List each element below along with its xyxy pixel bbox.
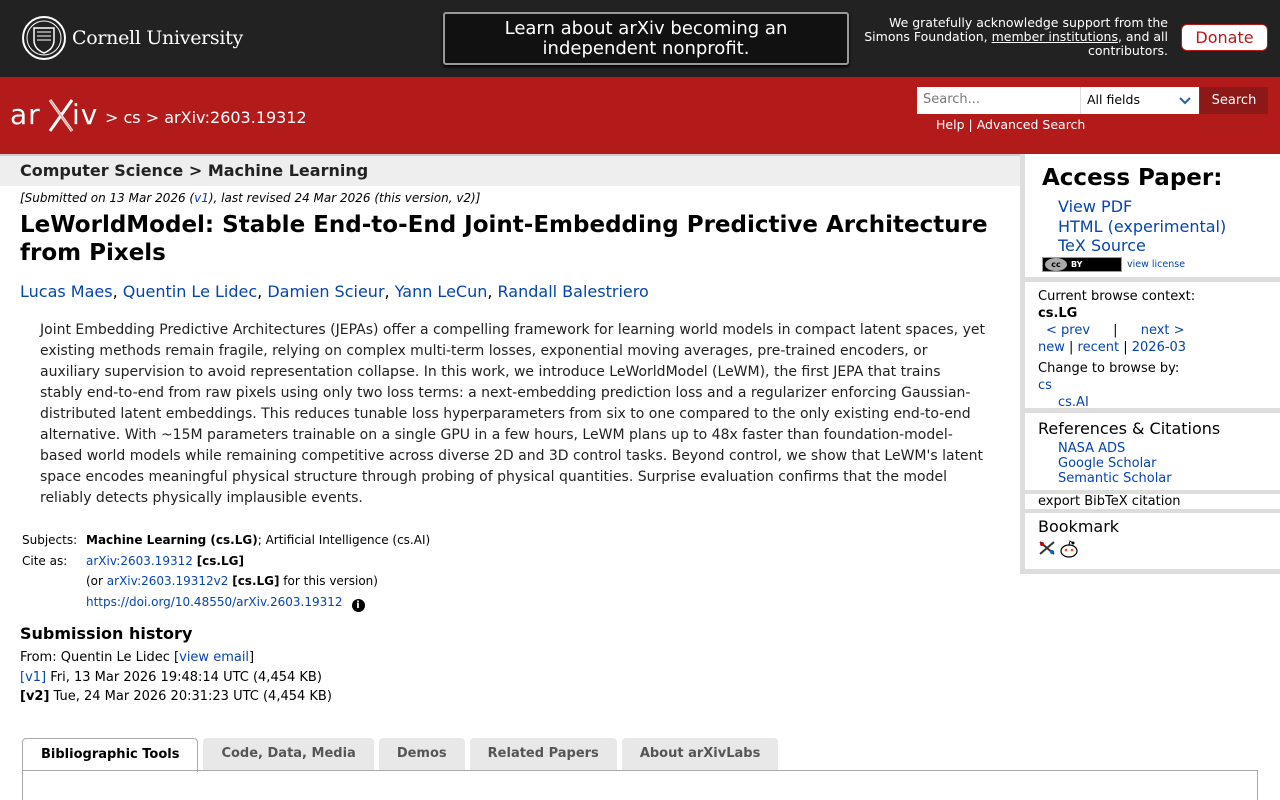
support-text-post: , and all contributors. — [1088, 29, 1168, 58]
recent-link[interactable]: recent — [1077, 340, 1120, 355]
search-button[interactable]: Search — [1200, 87, 1268, 114]
metadata-table — [20, 530, 432, 614]
references-box — [1025, 413, 1280, 490]
tab-related-papers[interactable]: Related Papers — [470, 738, 617, 771]
author-separator: , — [487, 282, 498, 301]
context-label: Current browse context: — [1038, 289, 1196, 304]
tab-about-arxivlabs[interactable]: About arXivLabs — [622, 738, 779, 771]
view-pdf-link[interactable]: View PDF — [1058, 197, 1133, 216]
info-icon[interactable]: i — [352, 599, 365, 612]
svg-text:ar: ar — [10, 98, 41, 131]
breadcrumb — [105, 108, 307, 127]
history-from — [20, 648, 332, 668]
v1-date: Fri, 13 Mar 2026 19:48:14 UTC (4,454 KB) — [46, 669, 322, 685]
help-separator: | — [968, 117, 973, 132]
cc-icon: cc — [1045, 258, 1067, 271]
semantic-scholar-link[interactable]: Semantic Scholar — [1058, 471, 1172, 486]
author-separator: , — [112, 282, 123, 301]
cite-or: (or — [86, 574, 107, 588]
subjects-label: Subjects: — [22, 533, 78, 547]
author-link[interactable]: Yann LeCun — [394, 282, 488, 301]
arxiv-logo-icon[interactable] — [10, 95, 102, 135]
subjects-value — [84, 530, 432, 551]
doi-row — [20, 592, 432, 614]
browse-context-box — [1025, 282, 1280, 408]
primary-subject: Machine Learning (cs.LG) — [86, 533, 258, 547]
tab-bibliographic-tools[interactable]: Bibliographic Tools — [22, 738, 198, 772]
breadcrumb-cs-link[interactable]: cs — [123, 108, 141, 127]
member-institutions-link[interactable]: member institutions — [991, 29, 1118, 44]
support-bar — [0, 0, 1280, 77]
author-separator: , — [384, 282, 395, 301]
doi-link[interactable]: https://doi.org/10.48550/arXiv.2603.19312 — [86, 594, 343, 609]
chevron-down-icon — [1179, 95, 1191, 107]
paper-title: LeWorldModel: Stable End-to-End Joint-Embedding Predictive Architecture from Pixels — [20, 212, 988, 266]
breadcrumb-paper-id: arXiv:2603.19312 — [164, 108, 307, 127]
nav-separator: | — [1113, 323, 1118, 338]
subjects-row — [20, 530, 432, 551]
access-paper-box — [1025, 154, 1280, 277]
bookmark-title: Bookmark — [1038, 517, 1120, 536]
tex-source-link[interactable]: TeX Source — [1058, 236, 1146, 255]
support-text — [858, 16, 1168, 58]
change-browse-label: Change to browse by: — [1038, 361, 1180, 376]
help-link[interactable]: Help — [936, 117, 965, 132]
browse-cs-link[interactable]: cs — [1038, 378, 1052, 393]
bookmark-box — [1025, 513, 1280, 569]
cornell-name: Cornell University — [72, 27, 243, 49]
empty-cell — [20, 592, 84, 614]
history-v2 — [20, 687, 332, 707]
submission-history-title: Submission history — [20, 624, 193, 643]
search-field-value: All fields — [1087, 92, 1140, 107]
breadcrumb-separator: > — [105, 108, 119, 127]
history-from-pre: From: Quentin Le Lidec [ — [20, 650, 180, 665]
dateline-post: ), last revised 24 Mar 2026 (this version, v2)] — [208, 191, 481, 205]
tab-panel — [22, 770, 1258, 800]
nasa-ads-link[interactable]: NASA ADS — [1058, 441, 1126, 456]
html-link[interactable]: HTML (experimental) — [1058, 216, 1227, 236]
author-link[interactable]: Damien Scieur — [267, 282, 385, 301]
author-link[interactable]: Quentin Le Lidec — [122, 282, 258, 301]
access-links — [1058, 197, 1226, 256]
cc-by-license-icon[interactable] — [1042, 257, 1122, 272]
submission-dateline — [20, 191, 480, 205]
next-link[interactable]: next > — [1140, 323, 1185, 338]
dateline-v1-link[interactable]: v1 — [194, 191, 209, 205]
history-v1 — [20, 668, 332, 688]
support-text-pre: We gratefully acknowledge support from the Simons Foundation, — [864, 15, 1168, 44]
cite-category: [cs.LG] — [196, 553, 244, 568]
search-input[interactable]: Search... — [917, 87, 1080, 114]
doi-value — [84, 592, 432, 614]
browse-csai-link[interactable]: cs.AI — [1058, 395, 1089, 410]
access-paper-title: Access Paper: — [1042, 165, 1223, 191]
submission-history — [20, 648, 332, 707]
author-separator: , — [257, 282, 268, 301]
view-email-link[interactable]: view email — [179, 650, 250, 665]
cite-version-row — [20, 571, 432, 592]
nonprofit-banner-button[interactable]: Learn about arXiv becoming an independent nonprofit. — [443, 12, 849, 65]
history-from-post: ] — [249, 650, 255, 665]
svg-text:iv: iv — [72, 98, 99, 131]
empty-cell — [20, 571, 84, 592]
secondary-subjects: ; Artificial Intelligence (cs.AI) — [257, 533, 431, 547]
abstract: Joint Embedding Predictive Architectures (JEPAs) offer a compelling framework for learning world models in compact latent spaces, yet existing methods remain fragile, relying on complex multi-term losses, exponential moving averages, pre-trained encoders, or auxiliary supervision to avoid representation collapse. In this work, we introduce LeWorldModel (LeWM), the first JEPA that trains stably end-to-end from raw pixels using only two loss terms: a next-embedding prediction loss and a regularizer enforcing Gaussian-distributed latent embeddings. This reduces tunable loss hyperparameters from six to one compared to the only existing end-to-end alternative. With ~15M parameters trainable on a single GPU in a few hours, LeWM plans up to 48x faster than foundation-model-based world models while remaining competitive across diverse 2D and 3D control tasks. Beyond control, we show that LeWM's latent space encodes meaningful physical structure through probing of physical quantities. Surprise evaluation confirms that the model reliably detects physically implausible events. — [40, 322, 985, 506]
subject-header: Computer Science > Machine Learning — [0, 154, 1020, 186]
export-bibtex-link[interactable]: export BibTeX citation — [1025, 494, 1280, 509]
author-list — [20, 282, 649, 301]
v1-link[interactable]: [v1] — [20, 669, 47, 685]
v2-label: [v2] — [20, 689, 50, 704]
google-scholar-link[interactable]: Google Scholar — [1058, 456, 1157, 471]
tab-code-data-media[interactable]: Code, Data, Media — [203, 738, 373, 771]
month-link[interactable]: 2026-03 — [1131, 340, 1187, 355]
breadcrumb-separator: > — [145, 108, 160, 127]
author-link[interactable]: Randall Balestriero — [497, 282, 649, 301]
labs-tabs — [22, 738, 783, 772]
references-title: References & Citations — [1038, 419, 1221, 438]
help-links — [936, 117, 1085, 132]
cite-id-link[interactable]: arXiv:2603.19312 — [86, 553, 193, 568]
prev-next-nav — [1038, 322, 1267, 339]
bookmark-icons — [1038, 540, 1267, 558]
arxiv-header — [0, 77, 1280, 154]
cite-v2-category: [cs.LG] — [232, 574, 280, 588]
cornell-logo[interactable] — [22, 15, 243, 61]
cite-row — [20, 551, 432, 572]
cite-v2-link[interactable]: arXiv:2603.19312v2 — [106, 574, 229, 588]
by-icon: BY — [1071, 260, 1083, 269]
nav-separator: | — [1069, 340, 1074, 355]
license-row — [1042, 257, 1185, 272]
v2-date: Tue, 24 Mar 2026 20:31:23 UTC (4,454 KB) — [49, 689, 332, 704]
sidebar — [1020, 154, 1280, 574]
cornell-seal-icon — [22, 15, 66, 61]
cite-version-value — [84, 571, 432, 592]
donate-button[interactable]: Donate — [1181, 24, 1268, 51]
reddit-icon[interactable] — [1059, 540, 1079, 558]
search-field-select[interactable] — [1080, 87, 1199, 114]
cite-value — [84, 551, 432, 572]
view-license-link[interactable]: view license — [1127, 259, 1186, 270]
cite-v2-post: for this version) — [279, 574, 378, 588]
prev-link[interactable]: < prev — [1046, 323, 1091, 338]
context-value: cs.LG — [1038, 306, 1078, 321]
time-nav — [1038, 339, 1267, 356]
tab-demos[interactable]: Demos — [379, 738, 465, 771]
dateline-pre: [Submitted on 13 Mar 2026 ( — [20, 191, 195, 205]
references-links — [1038, 441, 1267, 486]
author-link[interactable]: Lucas Maes — [20, 282, 113, 301]
advanced-search-link[interactable]: Advanced Search — [976, 117, 1086, 132]
new-link[interactable]: new — [1038, 340, 1065, 355]
nav-separator: | — [1123, 340, 1128, 355]
bibsonomy-icon[interactable] — [1038, 540, 1056, 556]
cite-label: Cite as: — [22, 553, 68, 568]
